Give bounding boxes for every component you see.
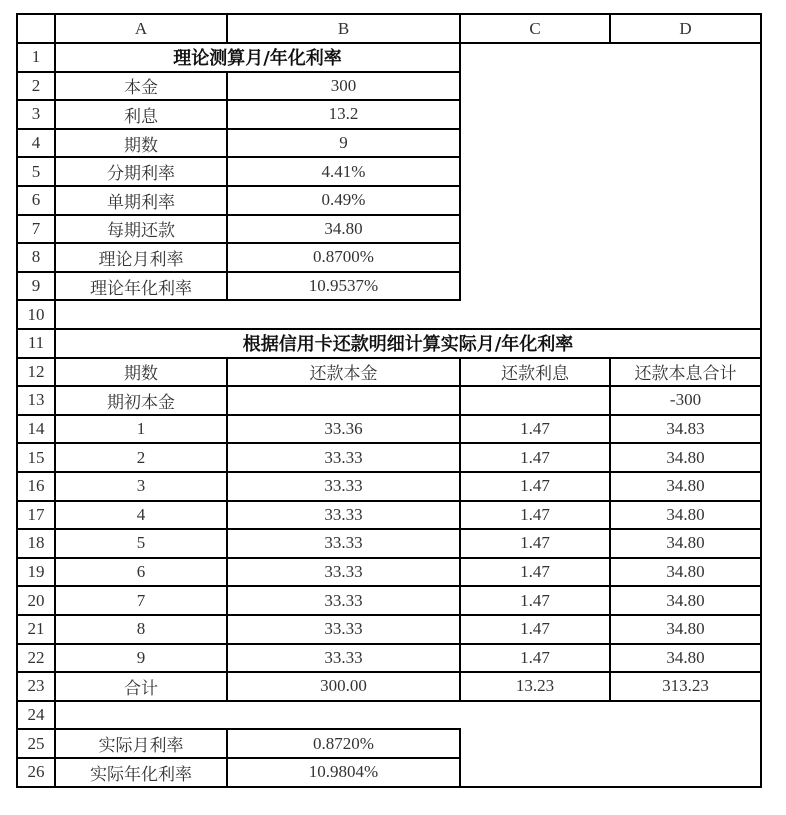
principal-cell[interactable]: 33.33 [324, 447, 363, 467]
grid-line [54, 328, 762, 330]
grid-line [16, 671, 56, 673]
grid-line [16, 185, 56, 187]
opening-interest-cell[interactable] [460, 386, 610, 415]
opening-principal-cell[interactable] [227, 386, 460, 415]
grid-line [54, 614, 762, 616]
row-header-22[interactable]: 22 [27, 647, 45, 667]
row-header-19[interactable]: 19 [27, 562, 45, 582]
table-header-cell[interactable]: 还款本息合计 [634, 364, 737, 385]
section1-value-cell[interactable]: 10.9537% [308, 276, 379, 296]
section1-label-cell[interactable]: 本金 [124, 78, 158, 99]
grid-line [226, 728, 228, 787]
grid-line [16, 442, 56, 444]
grid-line [16, 728, 56, 730]
opening-label-cell[interactable]: 期初本金 [107, 392, 175, 413]
principal-cell[interactable]: 33.33 [324, 647, 363, 667]
total-cell[interactable]: 34.80 [666, 619, 705, 639]
grid-line [54, 128, 461, 130]
section1-label-cell[interactable]: 每期还款 [107, 221, 175, 242]
section1-value-cell[interactable]: 4.41% [321, 161, 366, 181]
row-header-16[interactable]: 16 [27, 476, 45, 496]
grid-line [459, 728, 461, 787]
grid-line [54, 271, 461, 273]
section1-label-cell[interactable]: 理论年化利率 [90, 278, 192, 299]
column-header-d[interactable]: D [679, 18, 692, 38]
grid-line [16, 128, 56, 130]
section1-label-cell[interactable]: 期数 [124, 135, 158, 156]
grid-line [54, 471, 762, 473]
total-cell[interactable]: 34.80 [666, 590, 705, 610]
principal-cell[interactable]: 33.36 [324, 419, 363, 439]
total-cell[interactable]: 34.80 [666, 533, 705, 553]
grid-line [54, 156, 461, 158]
section1-label-cell[interactable]: 理论月利率 [98, 249, 184, 270]
grid-line [16, 328, 56, 330]
row-header-12[interactable]: 12 [27, 361, 45, 381]
row-header-25[interactable]: 25 [27, 733, 45, 753]
total-cell[interactable]: 34.80 [666, 447, 705, 467]
total-cell[interactable]: 34.80 [666, 504, 705, 524]
interest-cell[interactable]: 1.47 [520, 533, 550, 553]
interest-cell[interactable]: 1.47 [520, 647, 550, 667]
grid-line [16, 557, 56, 559]
row-header-4[interactable]: 4 [31, 133, 41, 153]
grid-line [54, 671, 762, 673]
interest-cell[interactable]: 1.47 [520, 504, 550, 524]
principal-cell[interactable]: 33.33 [324, 476, 363, 496]
table-header-cell[interactable]: 还款利息 [501, 364, 569, 385]
row-header-24[interactable]: 24 [27, 705, 45, 725]
grid-line [16, 271, 56, 273]
grid-line [54, 442, 762, 444]
grid-line [54, 757, 461, 759]
grid-line [54, 528, 762, 530]
row-header-5[interactable]: 5 [31, 161, 41, 181]
principal-cell[interactable]: 33.33 [324, 619, 363, 639]
interest-cell[interactable]: 1.47 [520, 619, 550, 639]
grid-line [16, 585, 56, 587]
grid-line [16, 643, 56, 645]
section1-label-cell[interactable]: 单期利率 [107, 192, 175, 213]
grid-line [54, 299, 461, 301]
opening-total-cell[interactable]: -300 [669, 390, 702, 410]
total-interest-cell[interactable]: 13.23 [515, 676, 555, 696]
grid-line [16, 156, 56, 158]
section1-title[interactable]: 理论测算月/年化利率 [173, 48, 342, 70]
row-header-14[interactable]: 14 [27, 419, 45, 439]
period-cell[interactable]: 7 [136, 590, 146, 610]
grid-line [16, 528, 56, 530]
grid-line [54, 385, 762, 387]
spreadsheet [17, 14, 761, 785]
row-header-7[interactable]: 7 [31, 218, 41, 238]
section3-value-cell[interactable]: 0.8720% [313, 733, 374, 753]
period-cell[interactable]: 1 [136, 419, 146, 439]
grid-line [54, 557, 762, 559]
grid-line [16, 99, 56, 101]
total-cell[interactable]: 34.80 [666, 562, 705, 582]
grid-line [54, 357, 762, 359]
period-cell[interactable]: 6 [136, 562, 146, 582]
table-header-cell[interactable]: 还款本金 [309, 364, 378, 385]
row-header-2[interactable]: 2 [31, 75, 41, 95]
grid-line [459, 357, 461, 702]
period-cell[interactable]: 5 [136, 533, 146, 553]
grid-line [16, 614, 56, 616]
section1-value-cell[interactable]: 300 [330, 75, 357, 95]
grid-line [16, 357, 56, 359]
grid-line [54, 500, 762, 502]
interest-cell[interactable]: 1.47 [520, 476, 550, 496]
row-header-26[interactable]: 26 [27, 762, 45, 782]
principal-cell[interactable]: 33.33 [324, 590, 363, 610]
period-cell[interactable]: 8 [136, 619, 146, 639]
grid-line [16, 700, 56, 702]
section1-value-cell[interactable]: 13.2 [328, 104, 359, 124]
row-header-1[interactable]: 1 [31, 47, 41, 67]
row-header-23[interactable]: 23 [27, 676, 45, 696]
row-header-10[interactable]: 10 [27, 304, 45, 324]
grid-line [16, 471, 56, 473]
select-all-corner[interactable] [17, 14, 55, 43]
section1-label-cell[interactable]: 利息 [124, 106, 158, 127]
section1-value-cell[interactable]: 9 [339, 133, 348, 153]
principal-cell[interactable]: 33.33 [324, 562, 363, 582]
total-cell[interactable]: 34.83 [666, 419, 705, 439]
row-header-20[interactable]: 20 [27, 590, 45, 610]
grid-line [226, 13, 228, 44]
total-principal-cell[interactable]: 300.00 [320, 676, 367, 696]
section1-value-cell[interactable]: 0.8700% [313, 247, 374, 267]
grid-line [16, 13, 762, 15]
grid-line [226, 357, 228, 702]
grid-line [54, 99, 461, 101]
grid-line [16, 414, 56, 416]
grid-line [54, 728, 461, 730]
grid-line [16, 42, 762, 44]
principal-cell[interactable]: 33.33 [324, 533, 363, 553]
total-cell[interactable]: 34.80 [666, 647, 705, 667]
row-header-15[interactable]: 15 [27, 447, 45, 467]
row-header-9[interactable]: 9 [31, 276, 41, 296]
grid-line [16, 500, 56, 502]
grid-line [16, 757, 56, 759]
row-header-8[interactable]: 8 [31, 247, 41, 267]
row-header-6[interactable]: 6 [31, 190, 41, 210]
grid-line [609, 357, 611, 702]
period-cell[interactable]: 3 [136, 476, 146, 496]
total-label-cell[interactable]: 合计 [124, 678, 158, 699]
period-cell[interactable]: 9 [136, 647, 146, 667]
section3-label-cell[interactable]: 实际年化利率 [90, 764, 192, 785]
section2-title[interactable]: 根据信用卡还款明细计算实际月/年化利率 [242, 334, 574, 356]
row-header-18[interactable]: 18 [27, 533, 45, 553]
grid-line [54, 643, 762, 645]
grid-line [54, 71, 461, 73]
table-header-cell[interactable]: 期数 [124, 364, 158, 385]
grid-line [609, 13, 611, 44]
grid-line [16, 385, 56, 387]
period-cell[interactable]: 2 [136, 447, 146, 467]
section1-value-cell[interactable]: 0.49% [321, 190, 366, 210]
principal-cell[interactable]: 33.33 [324, 504, 363, 524]
total-cell[interactable]: 34.80 [666, 476, 705, 496]
column-header-c[interactable]: C [529, 18, 541, 38]
total-sum-cell[interactable]: 313.23 [662, 676, 709, 696]
column-header-a[interactable]: A [134, 18, 148, 38]
grid-line [54, 414, 762, 416]
period-cell[interactable]: 4 [136, 504, 146, 524]
grid-line [54, 585, 762, 587]
row-header-13[interactable]: 13 [27, 390, 45, 410]
grid-line [54, 185, 461, 187]
row-header-11[interactable]: 11 [27, 333, 45, 353]
section1-label-cell[interactable]: 分期利率 [107, 164, 175, 185]
grid-line [459, 13, 461, 44]
column-header-b[interactable]: B [337, 18, 350, 38]
grid-line [16, 71, 56, 73]
interest-cell[interactable]: 1.47 [520, 419, 550, 439]
interest-cell[interactable]: 1.47 [520, 562, 550, 582]
row-header-3[interactable]: 3 [31, 104, 41, 124]
grid-line [16, 214, 56, 216]
interest-cell[interactable]: 1.47 [520, 590, 550, 610]
section3-value-cell[interactable]: 10.9804% [308, 762, 379, 782]
grid-line [459, 42, 461, 301]
interest-cell[interactable]: 1.47 [520, 447, 550, 467]
grid-line [16, 242, 56, 244]
grid-line [16, 299, 56, 301]
row-header-21[interactable]: 21 [27, 619, 45, 639]
section1-value-cell[interactable]: 34.80 [324, 218, 363, 238]
grid-line [16, 786, 762, 788]
grid-line [54, 242, 461, 244]
grid-line [226, 71, 228, 302]
section3-label-cell[interactable]: 实际月利率 [98, 736, 184, 757]
row-header-17[interactable]: 17 [27, 504, 45, 524]
grid-line [54, 700, 762, 702]
grid-line [54, 214, 461, 216]
